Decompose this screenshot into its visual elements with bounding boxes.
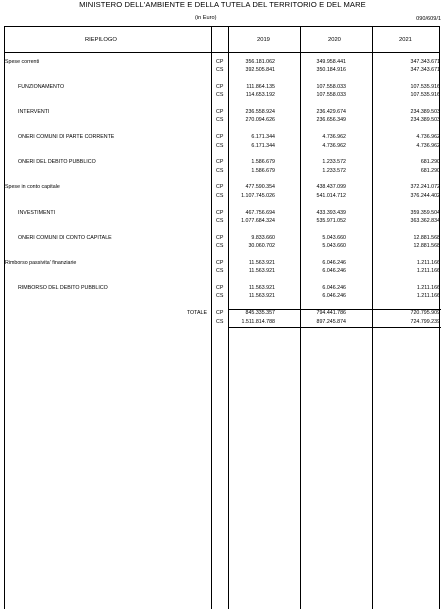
amount-type: CP	[216, 284, 224, 291]
amount-type: CS	[216, 242, 224, 249]
value-2020: 349.958.441	[316, 59, 346, 65]
table-row	[5, 243, 441, 251]
table-row	[5, 193, 441, 201]
row-label: TOTALE	[186, 310, 207, 317]
value-2020: 236.429.674	[316, 109, 346, 116]
amount-type: CP	[216, 134, 224, 141]
totals-group	[5, 310, 441, 327]
row-group	[5, 84, 441, 101]
value-2021: 1.211.166	[416, 259, 440, 266]
row-label: ONERI COMUNI DI CONTO CAPITALE	[18, 234, 112, 241]
value-2020: 794.441.786	[316, 310, 346, 317]
value-2019: 11.563.921	[248, 268, 275, 275]
value-2019: 1.586.679	[251, 167, 275, 174]
value-2021: 1.211.166	[416, 284, 440, 291]
value-2021: 720.795.909	[410, 310, 440, 317]
header-year-2019: 2019	[257, 37, 270, 43]
value-2019: 356.181.062	[245, 59, 275, 65]
amount-type: CP	[216, 234, 224, 241]
row-label: Rimborso passivita' finanziarie	[5, 259, 77, 266]
value-2020: 6.046.246	[322, 259, 346, 266]
value-2021: 107.535.916	[410, 92, 440, 99]
row-group	[5, 285, 441, 302]
row-label: INVESTIMENTI	[18, 209, 56, 216]
row-group	[5, 59, 441, 76]
value-2019: 11.563.921	[248, 259, 275, 266]
amount-type: CS	[216, 92, 224, 99]
table-row	[5, 59, 441, 67]
value-2020: 897.245.874	[316, 318, 346, 325]
table-row	[5, 210, 441, 218]
value-2020: 6.046.246	[322, 284, 346, 291]
table-row	[5, 268, 441, 276]
header-divider	[5, 52, 439, 53]
value-2019: 111.864.135	[246, 84, 275, 91]
value-2019: 1.077.684.324	[241, 217, 275, 224]
row-group	[5, 109, 441, 126]
table-row	[5, 92, 441, 100]
currency-note: (in Euro)	[195, 15, 217, 21]
value-2021: 12.881.568	[413, 242, 440, 249]
value-2021: 107.535.916	[410, 84, 440, 91]
value-2019: 30.060.702	[248, 242, 275, 249]
row-group	[5, 134, 441, 151]
value-2021: 376.244.402	[410, 192, 440, 199]
table-row	[5, 293, 441, 301]
amount-type: CP	[216, 109, 224, 116]
value-2020: 541.014.712	[316, 192, 346, 199]
value-2021: 347.343.671	[410, 59, 440, 65]
value-2021: 681.290	[420, 167, 440, 174]
value-2019: 477.590.354	[245, 184, 275, 191]
value-2019: 6.171.344	[251, 134, 275, 141]
header-year-2020: 2020	[328, 37, 341, 43]
amount-type: CS	[216, 293, 224, 300]
value-2021: 4.736.962	[416, 134, 440, 141]
header-riepilogo: RIEPILOGO	[85, 37, 117, 43]
amount-type: CS	[216, 318, 224, 325]
value-2021: 234.389.503	[410, 109, 440, 116]
value-2020: 4.736.962	[322, 134, 346, 141]
table-row	[5, 84, 441, 92]
row-label: ONERI COMUNI DI PARTE CORRENTE	[18, 134, 115, 141]
value-2021: 372.241.072	[410, 184, 440, 191]
table-row	[5, 159, 441, 167]
amount-type: CP	[216, 259, 224, 266]
value-2021: 1.211.166	[416, 268, 440, 275]
table-row	[5, 310, 441, 318]
amount-type: CS	[216, 217, 224, 224]
table-row	[5, 109, 441, 117]
totals-bottom-rule	[228, 327, 441, 328]
value-2020: 107.558.033	[316, 84, 346, 91]
amount-type: CS	[216, 142, 224, 149]
value-2021: 363.362.834	[410, 217, 440, 224]
amount-type: CS	[216, 268, 224, 275]
amount-type: CP	[216, 310, 224, 317]
value-2021: 4.736.962	[416, 142, 440, 149]
value-2020: 1.233.572	[322, 159, 346, 166]
value-2019: 845.335.357	[245, 310, 275, 317]
row-label: Spese correnti	[5, 59, 40, 65]
table-row	[5, 184, 441, 192]
row-group	[5, 235, 441, 252]
amount-type: CS	[216, 192, 224, 199]
amount-type: CS	[216, 67, 224, 74]
amount-type: CP	[216, 209, 224, 216]
row-group	[5, 260, 441, 277]
table-row	[5, 260, 441, 268]
value-2019: 1.511.814.788	[241, 318, 275, 325]
value-2021: 1.211.166	[416, 293, 440, 300]
value-2019: 9.833.660	[251, 234, 275, 241]
document-title: MINISTERO DELL'AMBIENTE E DELLA TUTELA DEL TERRITORIO E DEL MARE	[79, 0, 366, 9]
value-2019: 236.558.924	[245, 109, 275, 116]
value-2020: 433.393.439	[316, 209, 346, 216]
value-2019: 114.653.192	[245, 92, 275, 99]
row-label: INTERVENTI	[18, 109, 50, 116]
value-2020: 5.043.660	[322, 234, 346, 241]
value-2019: 11.563.921	[248, 293, 275, 300]
row-label: Spese in conto capitale	[5, 184, 60, 191]
value-2020: 1.233.572	[322, 167, 346, 174]
row-label: ONERI DEL DEBITO PUBBLICO	[18, 159, 96, 166]
amount-type: CP	[216, 84, 224, 91]
row-group	[5, 184, 441, 201]
header-year-2021: 2021	[399, 37, 412, 43]
table-body	[5, 59, 441, 327]
value-2019: 467.756.694	[245, 209, 275, 216]
value-2020: 107.558.033	[316, 92, 346, 99]
row-label: RIMBORSO DEL DEBITO PUBBLICO	[18, 284, 108, 291]
value-2020: 236.656.349	[316, 117, 346, 124]
table-row	[5, 235, 441, 243]
value-2021: 359.359.504	[410, 209, 440, 216]
row-label: FUNZIONAMENTO	[18, 84, 65, 91]
amount-type: CP	[216, 159, 224, 166]
document-code: 090/609/1	[416, 16, 441, 22]
table-row	[5, 67, 441, 75]
value-2019: 270.094.626	[245, 117, 275, 124]
table-row	[5, 319, 441, 327]
amount-type: CP	[216, 59, 224, 65]
value-2019: 392.505.841	[245, 67, 275, 74]
table-row	[5, 117, 441, 125]
value-2020: 350.184.916	[316, 67, 346, 74]
value-2020: 6.046.246	[322, 293, 346, 300]
amount-type: CS	[216, 117, 224, 124]
value-2020: 4.736.962	[322, 142, 346, 149]
table-row	[5, 168, 441, 176]
row-group	[5, 159, 441, 176]
value-2021: 12.881.568	[413, 234, 440, 241]
value-2020: 6.046.246	[322, 268, 346, 275]
amount-type: CS	[216, 167, 224, 174]
table-row	[5, 285, 441, 293]
value-2019: 6.171.344	[251, 142, 275, 149]
table-row	[5, 134, 441, 142]
summary-table	[4, 26, 440, 609]
value-2020: 438.437.099	[316, 184, 346, 191]
row-group	[5, 210, 441, 227]
table-row	[5, 143, 441, 151]
value-2021: 724.799.239	[410, 318, 440, 325]
value-2021: 234.389.503	[410, 117, 440, 124]
value-2019: 1.107.745.026	[241, 192, 275, 199]
value-2021: 347.343.671	[410, 67, 440, 74]
value-2019: 1.586.679	[251, 159, 275, 166]
amount-type: CP	[216, 184, 224, 191]
value-2021: 681.290	[420, 159, 440, 166]
value-2020: 535.971.052	[316, 217, 346, 224]
value-2020: 5.043.660	[322, 242, 346, 249]
table-row	[5, 218, 441, 226]
value-2019: 11.563.921	[248, 284, 275, 291]
